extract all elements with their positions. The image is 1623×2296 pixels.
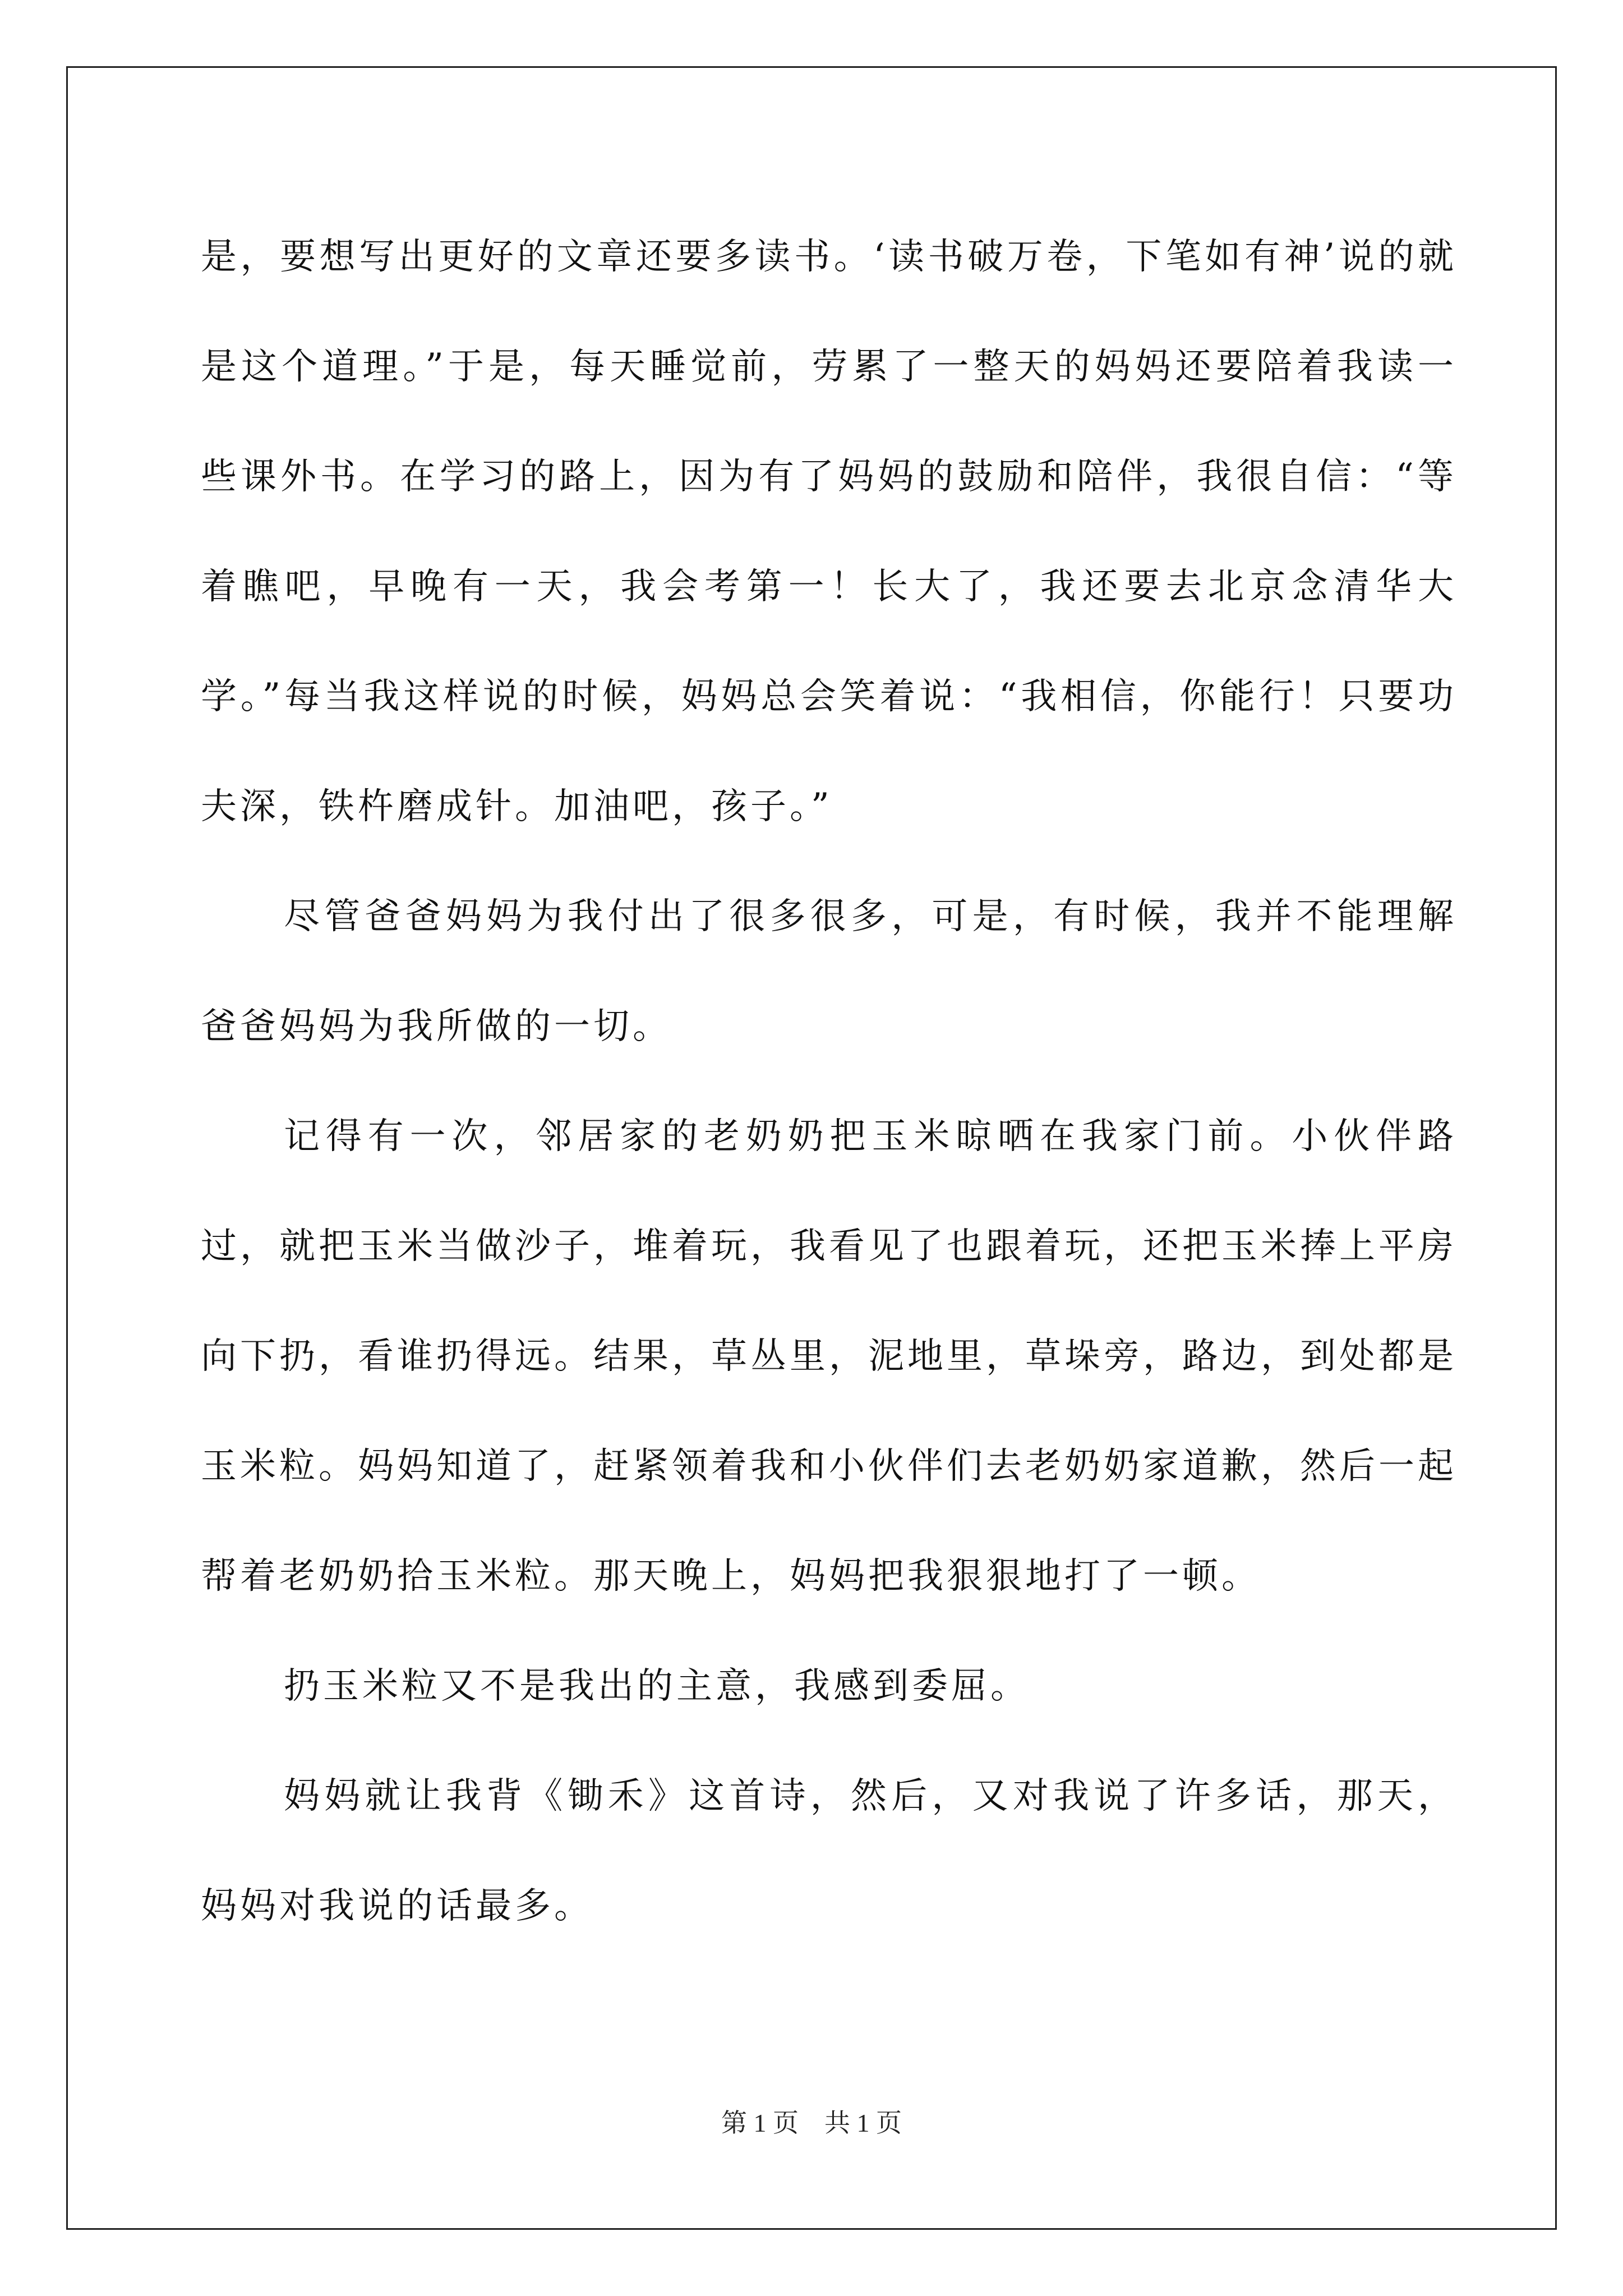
page-number-footer: 第 1 页 共 1 页 [721,2109,902,2137]
paragraph-4: 扔玉米粒又不是我出的主意，我感到委屈。 [284,1665,1030,1707]
paragraph-2: 尽管爸爸妈妈为我付出了很多很多，可是，有时候，我并不能理解爸爸妈妈为我所做的一切。 [201,896,1457,1047]
paragraph-3: 记得有一次，邻居家的老奶奶把玉米晾晒在我家门前。小伙伴路过，就把玉米当做沙子，堆着玩，我看见了也跟着玩，还把玉米捧上平房向下扔，看谁扔得远。结果，草丛里，泥地里，草垛旁，路边，到处都是玉米粒。妈妈知道了，赶紧领着我和小伙伴们去老奶奶家道歉，然后一起帮着老奶奶拾玉米粒。那天晚上，妈妈把我狠狠地打了一顿。 [201,1116,1457,1597]
document-body [201,202,1457,1961]
paragraph-1: 是，要想写出更好的文章还要多读书。‘读书破万卷，下笔如有神’说的就是这个道理。”于是，每天睡觉前，劳累了一整天的妈妈还要陪着我读一些课外书。在学习的路上，因为有了妈妈的鼓励和陪伴，我很自信：“等着瞧吧，早晚有一天，我会考第一！长大了，我还要去北京念清华大学。”每当我这样说的时候，妈妈总会笑着说：“我相信，你能行！只要功夫深，铁杵磨成针。加油吧，孩子。” [201,236,1457,827]
paragraph-5: 妈妈就让我背《锄禾》这首诗，然后，又对我说了许多话，那天，妈妈对我说的话最多。 [201,1775,1457,1927]
